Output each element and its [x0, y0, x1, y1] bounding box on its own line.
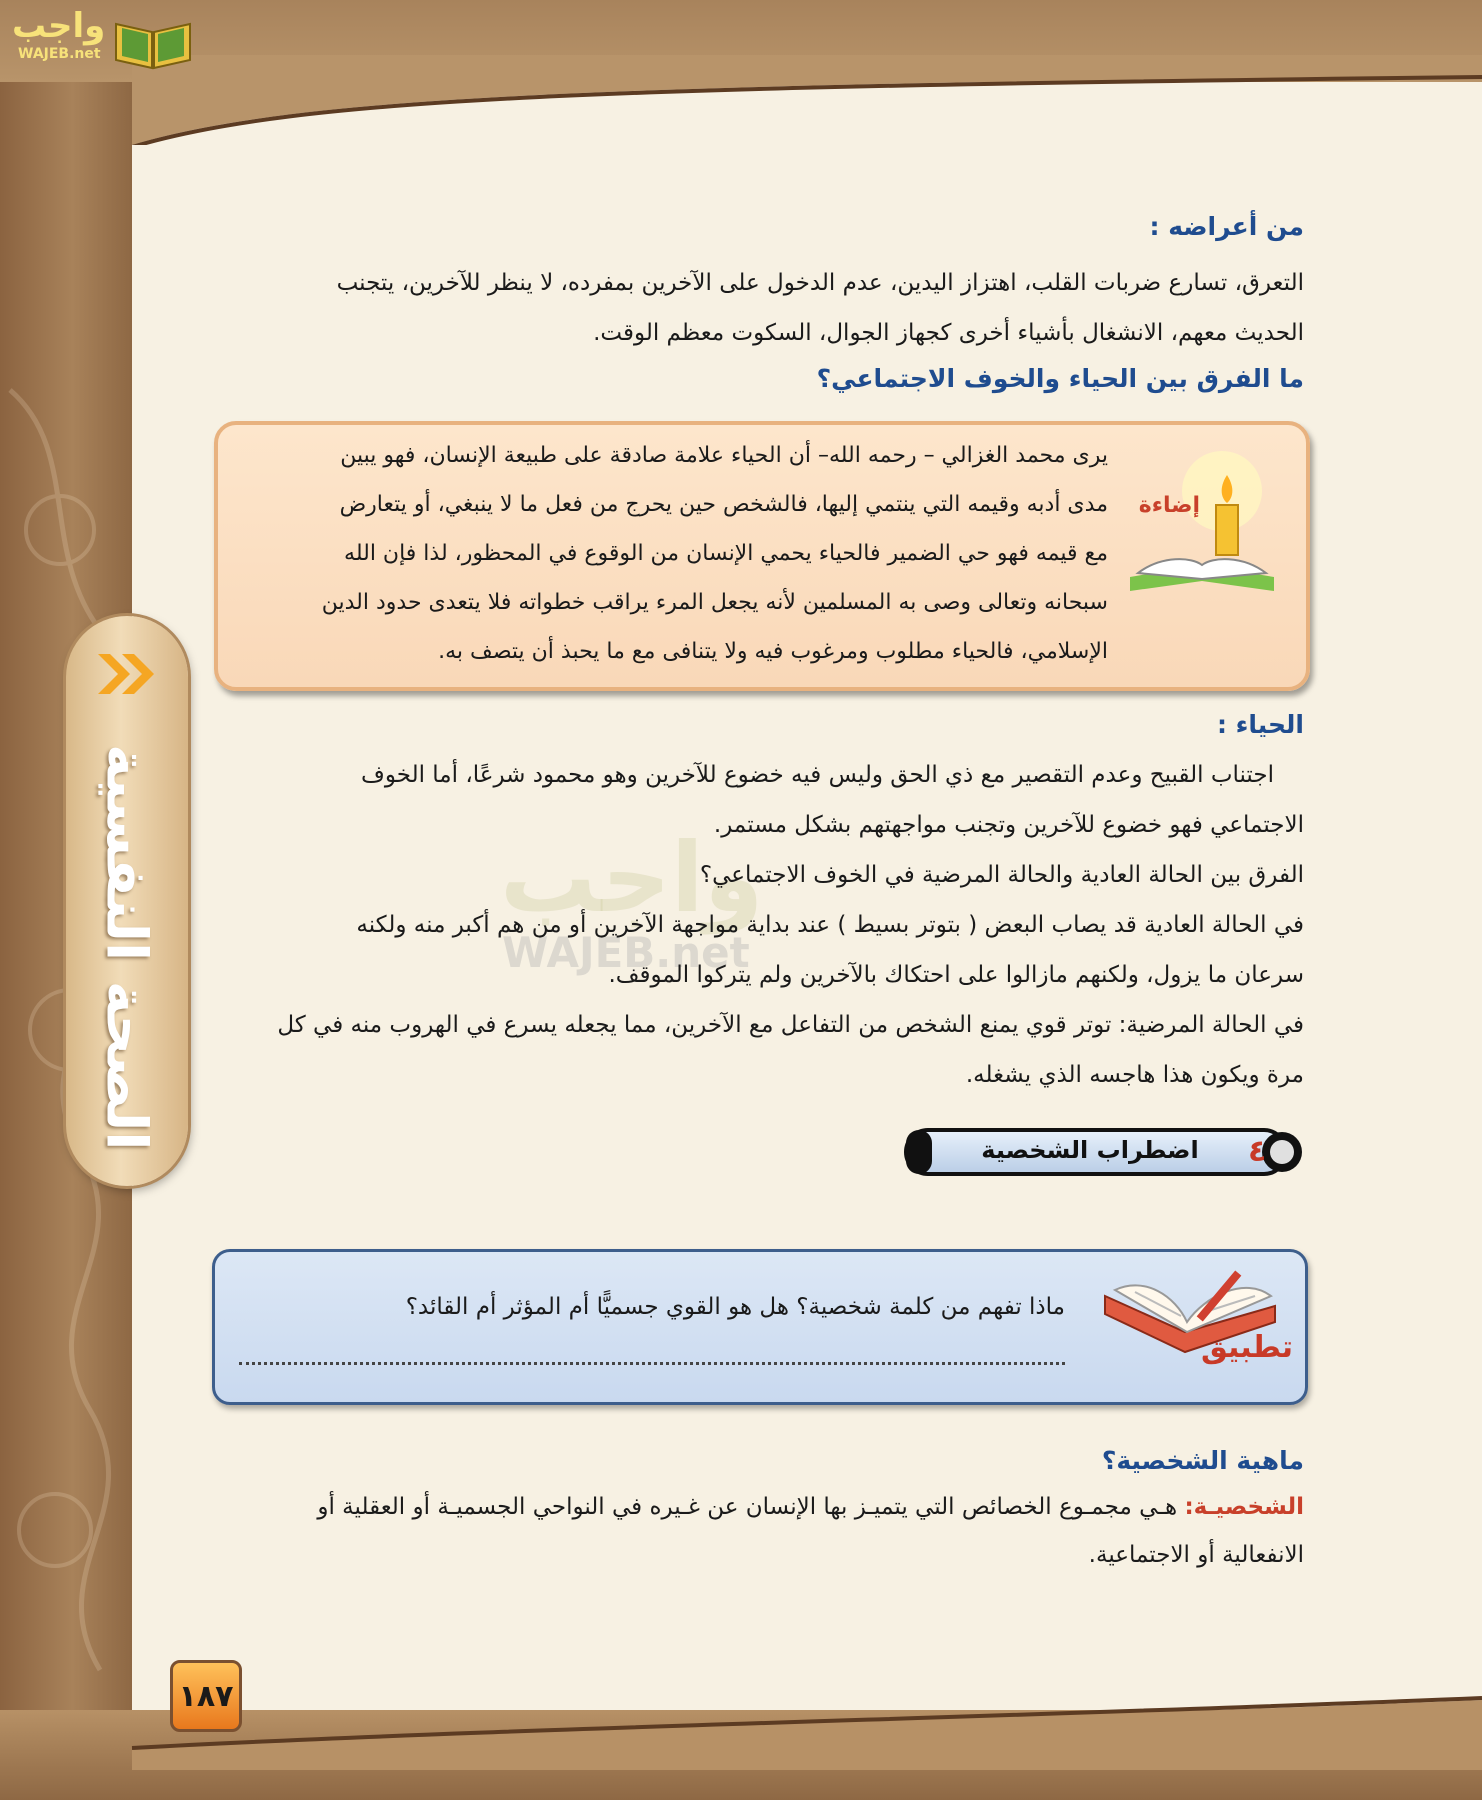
personality-heading: ماهية الشخصية؟: [1101, 1446, 1304, 1475]
page-number: ١٨٧: [170, 1660, 242, 1732]
modesty-line-2: الاجتماعي فهو خضوع للآخرين وتجنب مواجهتهم بشكل مستمر.: [713, 812, 1304, 838]
illumination-callout: [214, 421, 1310, 691]
open-book-icon: [1095, 1256, 1295, 1396]
apply-box: [212, 1249, 1308, 1405]
answer-line[interactable]: [239, 1362, 1065, 1365]
modesty-line-6: في الحالة المرضية: توتر قوي يمنع الشخص من التفاعل مع الآخرين، مما يجعله يسرع في الهروب منه في كل: [277, 1012, 1304, 1038]
modesty-line-7: مرة ويكون هذا هاجسه الذي يشغله.: [965, 1062, 1304, 1088]
top-curve: [0, 55, 1482, 145]
apply-question: ماذا تفهم من كلمة شخصية؟ هل هو القوي جسميًّا أم المؤثر أم القائد؟: [405, 1294, 1065, 1320]
callout-line-1: يرى محمد الغزالي – رحمه الله– أن الحياء علامة صادقة على طبيعة الإنسان، فهو يبين: [340, 443, 1108, 468]
modesty-line-4: في الحالة العادية قد يصاب البعض ( بتوتر بسيط ) عند بداية مواجهة الآخرين أو من هم أكبر منه ولكنه: [356, 912, 1304, 938]
callout-body: [242, 431, 1108, 676]
watermark: واجب: [500, 822, 764, 934]
wajeb-logo[interactable]: [8, 6, 194, 66]
symptoms-line-2: الحديث معهم، الانشغال بأشياء أخرى كجهاز الجوال، السكوت معظم الوقت.: [593, 320, 1304, 346]
personality-line-2: الانفعالية أو الاجتماعية.: [1088, 1542, 1304, 1568]
apply-label: تطبيق: [1200, 1330, 1293, 1365]
callout-line-2: مدى أدبه وقيمه التي ينتمي إليها، فالشخص حين يحرج من فعل ما لا ينبغي، أو يتعارض: [339, 492, 1108, 517]
section-title: اضطراب الشخصية: [981, 1136, 1199, 1164]
modesty-line-1: اجتناب القبيح وعدم التقصير مع ذي الحق وليس فيه خضوع للآخرين وهو محمود شرعًا، أما الخوف: [361, 762, 1274, 788]
symptoms-line-1: التعرق، تسارع ضربات القلب، اهتزاز اليدين، عدم الدخول على الآخرين بمفرده، لا ينظر للآخرين، يتجنب: [336, 270, 1304, 296]
watermark-sub: WAJEB.net: [502, 928, 750, 977]
difference-heading: ما الفرق بين الحياء والخوف الاجتماعي؟: [816, 364, 1304, 393]
logo-text: واجب: [12, 6, 106, 46]
double-chevron-icon: [96, 650, 160, 698]
personality-term: الشخصيـة:: [1184, 1494, 1304, 1520]
candle-book-icon: [1122, 445, 1282, 615]
book-logo-icon: [112, 10, 194, 70]
personality-line-1: [210, 1482, 1304, 1532]
symptoms-heading: من أعراضه :: [1149, 212, 1304, 241]
chapter-title: الصحة النفسية: [93, 743, 159, 1151]
callout-line-3: مع قيمه فهو حي الضمير فالحياء يحمي الإنسان من الوقوع في المحظور، لذا فإن الله: [344, 541, 1108, 566]
section-number: ٤: [1248, 1134, 1267, 1169]
callout-label: إضاءة: [1138, 493, 1200, 518]
modesty-line-5: سرعان ما يزول، ولكنهم مازالوا على احتكاك بالآخرين ولم يتركوا الموقف.: [608, 962, 1304, 988]
logo-subtext: WAJEB.net: [18, 46, 101, 62]
callout-line-4: سبحانه وتعالى وصى به المسلمين لأنه يجعل المرء يراقب خطواته فلا يتعدى حدود الدين: [321, 590, 1108, 615]
personality-definition: هـي مجمـوع الخصائص التي يتميـز بها الإنسان عن غـيره في النواحي الجسميـة أو العقلية أو: [317, 1494, 1185, 1520]
callout-line-5: الإسلامي، فالحياء مطلوب ومرغوب فيه ولا يتنافى مع ما يحبذ أن يتصف به.: [438, 639, 1108, 664]
modesty-line-3: الفرق بين الحالة العادية والحالة المرضية في الخوف الاجتماعي؟: [699, 862, 1304, 888]
modesty-heading: الحياء :: [1216, 710, 1304, 739]
